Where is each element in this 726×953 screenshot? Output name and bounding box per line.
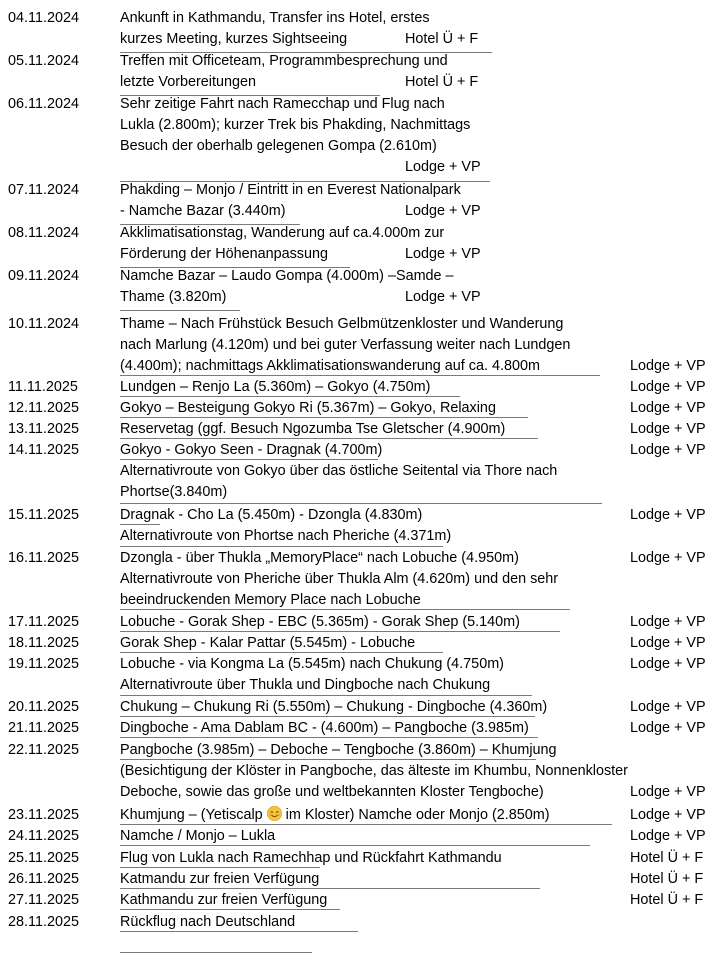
entry-text-line: Dzongla - über Thukla „MemoryPlace“ nach Lobuche (4.950m) [120,550,519,566]
accommodation-label: Lodge + VP [630,614,706,630]
entry-text-line: (Besichtigung der Klöster in Pangboche, das älteste im Khumbu, Nonnenkloster [120,763,628,779]
entry-text-line: - Namche Bazar (3.440m) [120,203,286,219]
entry-text-line: Chukung – Chukung Ri (5.550m) – Chukung - Dingboche (4.360m) [120,699,548,715]
accommodation-label: Lodge + VP [630,784,706,800]
accommodation-label: Lodge + VP [630,379,706,395]
accommodation-label: Hotel Ü + F [630,850,704,866]
entry-text-line: Alternativroute von Gokyo über das östliche Seitental via Thore nach [120,463,558,479]
entry-date: 04.11.2024 [8,10,79,26]
entry-date: 18.11.2025 [8,635,79,651]
entry-text-line: Gokyo - Gokyo Seen - Dragnak (4.700m) [120,442,383,458]
accommodation-label: Hotel Ü + F [405,31,479,47]
underline-rule [120,503,602,504]
entry-date: 14.11.2025 [8,442,79,458]
entry-text-line: Phakding – Monjo / Eintritt in en Everest Nationalpark [120,182,461,198]
entry-date: 28.11.2025 [8,914,79,930]
accommodation-label: Lodge + VP [405,289,481,305]
entry-date: 27.11.2025 [8,892,79,908]
accommodation-label: Lodge + VP [630,400,706,416]
entry-date: 24.11.2025 [8,828,79,844]
entry-date: 15.11.2025 [8,507,79,523]
entry-date: 09.11.2024 [8,268,79,284]
entry-text-line: Alternativroute über Thukla und Dingboche nach Chukung [120,677,491,693]
entry-date: 23.11.2025 [8,807,79,823]
entry-date: 16.11.2025 [8,550,79,566]
entry-date: 11.11.2025 [8,379,78,395]
entry-date: 19.11.2025 [8,656,79,672]
entry-text-line: Thame – Nach Frühstück Besuch Gelbmützenkloster und Wanderung [120,316,564,332]
entry-text-line: Besuch der oberhalb gelegenen Gompa (2.610m) [120,138,437,154]
entry-date: 25.11.2025 [8,850,79,866]
entry-text-line: Dingboche - Ama Dablam BC - (4.600m) – Pangboche (3.985m) [120,720,529,736]
entry-date: 07.11.2024 [8,182,79,198]
entry-text-line: Sehr zeitige Fahrt nach Ramecchap und Flug nach [120,96,445,112]
accommodation-label: Lodge + VP [630,635,706,651]
entry-date: 26.11.2025 [8,871,79,887]
entry-text-line: Förderung der Höhenanpassung [120,246,329,262]
accommodation-label: Lodge + VP [405,246,481,262]
accommodation-label: Lodge + VP [630,442,706,458]
entry-text-line: Alternativroute von Pheriche über Thukla Alm (4.620m) und den sehr [120,571,559,587]
accommodation-label: Lodge + VP [630,720,706,736]
entry-date: 06.11.2024 [8,96,79,112]
accommodation-label: Lodge + VP [630,699,706,715]
entry-text-line: Katmandu zur freien Verfügung [120,871,320,887]
text-segment: Khumjung – (Yetiscalp [120,807,267,823]
entry-text-line: kurzes Meeting, kurzes Sightseeing [120,31,348,47]
accommodation-label: Lodge + VP [630,421,706,437]
entry-date: 20.11.2025 [8,699,79,715]
entry-text-line: nach Marlung (4.120m) und bei guter Verfassung weiter nach Lundgen [120,337,571,353]
underline-rule [120,310,240,311]
entry-text-line: letzte Vorbereitungen [120,74,257,90]
entry-text-line: Lundgen – Renjo La (5.360m) – Gokyo (4.750m) [120,379,431,395]
accommodation-label: Hotel Ü + F [630,892,704,908]
entry-text-line: Ankunft in Kathmandu, Transfer ins Hotel, erstes [120,10,430,26]
entry-text-line: Gorak Shep - Kalar Pattar (5.545m) - Lobuche [120,635,416,651]
entry-date: 12.11.2025 [8,400,79,416]
entry-text-line: Akklimatisationstag, Wanderung auf ca.4.000m zur [120,225,445,241]
accommodation-label: Hotel Ü + F [405,74,479,90]
entry-text-line: Flug von Lukla nach Ramechhap und Rückfahrt Kathmandu [120,850,502,866]
accommodation-label: Hotel Ü + F [630,871,704,887]
entry-date: 22.11.2025 [8,742,79,758]
entry-date: 10.11.2024 [8,316,79,332]
entry-text-line: Pangboche (3.985m) – Deboche – Tengboche (3.860m) – Khumjung [120,742,557,758]
entry-text-line: Dragnak - Cho La (5.450m) - Dzongla (4.830m) [120,507,423,523]
accommodation-label: Lodge + VP [630,358,706,374]
accommodation-label: Lodge + VP [630,828,706,844]
entry-text-line: Lukla (2.800m); kurzer Trek bis Phakding, Nachmittags [120,117,471,133]
text-segment: im Kloster) Namche oder Monjo (2.850m) [281,807,550,823]
entry-text-line: (4.400m); nachmittags Akklimatisationswanderung auf ca. 4.800m [120,358,540,374]
entry-text-line: Thame (3.820m) [120,289,227,305]
entry-date: 05.11.2024 [8,53,79,69]
entry-text-line: Phortse(3.840m) [120,484,228,500]
accommodation-label: Lodge + VP [405,159,481,175]
accommodation-label: Lodge + VP [630,507,706,523]
entry-date: 21.11.2025 [8,720,79,736]
entry-date: 17.11.2025 [8,614,79,630]
entry-text-line: Alternativroute von Phortse nach Pheriche (4.371m) [120,528,452,544]
entry-text-line: Deboche, sowie das große und weltbekannten Kloster Tengboche) [120,784,544,800]
entry-text-line: Namche Bazar – Laudo Gompa (4.000m) –Samde – [120,268,454,284]
entry-date: 08.11.2024 [8,225,79,241]
entry-text-line: Treffen mit Officeteam, Programmbesprechung und [120,53,448,69]
entry-text-line: beeindruckenden Memory Place nach Lobuche [120,592,421,608]
smiling-face-icon [267,806,282,821]
entry-text-line: Namche / Monjo – Lukla [120,828,276,844]
accommodation-label: Lodge + VP [630,656,706,672]
entry-text-line: Gokyo – Besteigung Gokyo Ri (5.367m) – Gokyo, Relaxing [120,400,496,416]
entry-text-line: Kathmandu zur freien Verfügung [120,892,328,908]
accommodation-label: Lodge + VP [630,550,706,566]
entry-text-line [120,805,550,826]
entry-text-line: Reservetag (ggf. Besuch Ngozumba Tse Gletscher (4.900m) [120,421,506,437]
entry-date: 13.11.2025 [8,421,79,437]
entry-text-line: Lobuche - via Kongma La (5.545m) nach Chukung (4.750m) [120,656,504,672]
entry-text-line: Lobuche - Gorak Shep - EBC (5.365m) - Gorak Shep (5.140m) [120,614,520,630]
accommodation-label: Lodge + VP [405,203,481,219]
accommodation-label: Lodge + VP [630,807,706,823]
entry-text-line: Rückflug nach Deutschland [120,914,296,930]
